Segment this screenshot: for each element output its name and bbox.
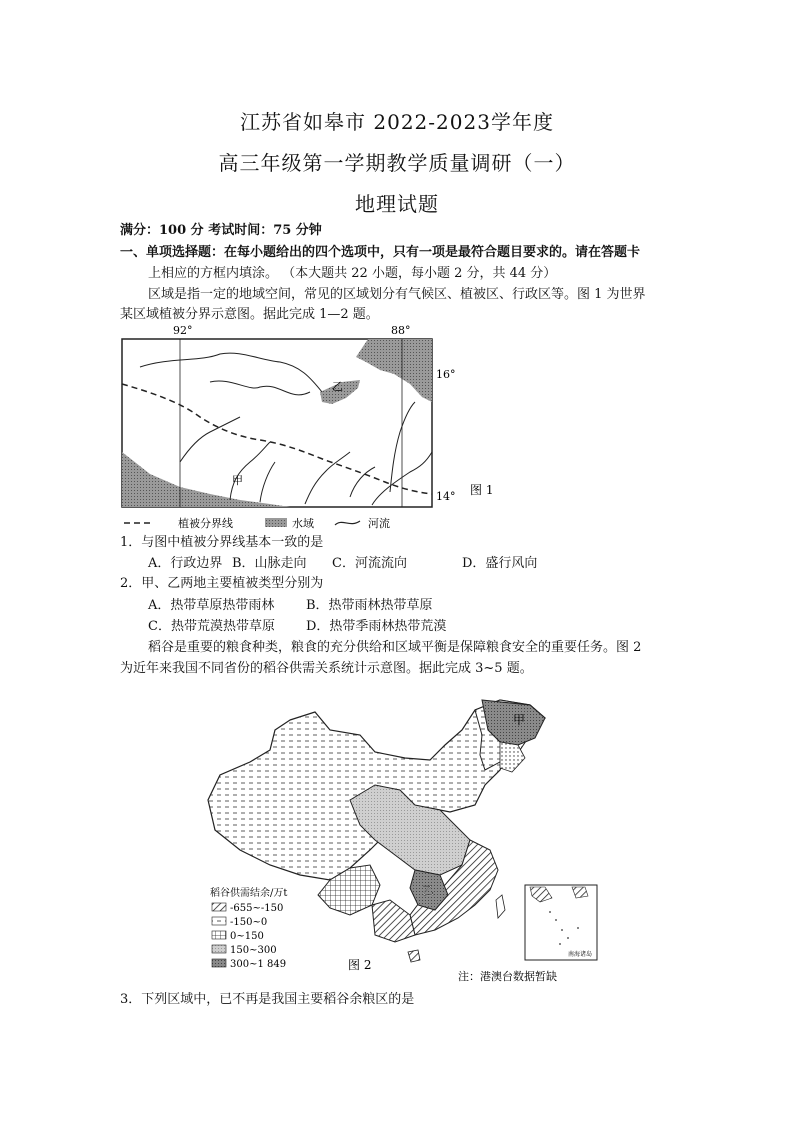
figure1-map [110, 322, 520, 532]
q1-option-d: D．盛行风向 [462, 556, 538, 571]
figure1-label-yi: 乙 [332, 380, 343, 393]
legend-swatch-2 [212, 917, 226, 925]
figure2-taiwan [496, 895, 505, 918]
q2-option-d: D．热带季雨林热带荒漠 [306, 619, 447, 634]
figure1-lon-left-label: 92° [173, 324, 193, 337]
q2-stem: 2．甲、乙两地主要植被类型分别为 [120, 576, 324, 591]
q1-option-c: C．河流流向 [332, 556, 407, 571]
exam-meta: 满分：100 分 考试时间：75 分钟 [120, 223, 322, 238]
figure2-note: 注：港澳台数据暂缺 [458, 970, 557, 983]
figure1-caption: 图 1 [470, 483, 494, 497]
section-instruction-line2: 上相应的方框内填涂。 （本大题共 22 小题，每小题 2 分，共 44 分） [148, 266, 557, 281]
figure2-hainan [408, 950, 420, 962]
legend-item-3: 0~150 [230, 931, 264, 942]
intro2-line1: 稻谷是重要的粮食种类，粮食的充分供给和区域平衡是保障粮食安全的重要任务。图 2 [148, 640, 642, 655]
intro1-line2: 某区域植被分界示意图。据此完成 1—2 题。 [120, 307, 379, 322]
q1-option-a: A．行政边界 [148, 556, 223, 571]
section-instruction-line1: 一、单项选择题：在每小题给出的四个选项中，只有一项是最符合题目要求的。请在答题卡 [120, 245, 641, 260]
q2-option-a: A．热带草原热带雨林 [148, 598, 275, 613]
legend-item-4: 150~300 [230, 945, 277, 956]
figure2-label-jia: 甲 [513, 713, 526, 727]
legend-swatch-5 [212, 959, 226, 967]
q3-stem: 3．下列区域中，已不再是我国主要稻谷余粮区的是 [120, 992, 415, 1007]
figure1-lat-bottom-label: 14° [436, 490, 456, 503]
figure2-label-yi: 乙 [422, 884, 435, 898]
intro1-line1: 区域是指一定的地域空间，常见的区域划分有气候区、植被区、行政区等。图 1 为世界 [148, 287, 646, 302]
exam-subject-title: 地理试题 [355, 192, 439, 216]
legend-item-2: -150~0 [230, 917, 268, 928]
q1-stem: 1．与图中植被分界线基本一致的是 [120, 535, 324, 550]
exam-title-line1: 江苏省如皋市 2022-2023学年度 [240, 110, 554, 134]
legend-swatch-3 [212, 931, 226, 939]
figure2-map [200, 690, 620, 990]
q1-option-b: B．山脉走向 [232, 556, 307, 571]
figure1-label-jia: 甲 [232, 474, 243, 487]
q2-option-b: B．热带雨林热带草原 [306, 598, 433, 613]
legend-water-label: 水域 [292, 517, 314, 530]
figure1-lat-top-label: 16° [436, 368, 456, 381]
figure2-inset-label: 南海诸岛 [568, 951, 593, 958]
legend-water-swatch [265, 518, 287, 527]
figure1-lon-right-label: 88° [391, 324, 411, 337]
legend-swatch-1 [212, 903, 226, 911]
intro2-line2: 为近年来我国不同省份的稻谷供需关系统计示意图。据此完成 3~5 题。 [120, 661, 533, 676]
exam-title-line2: 高三年级第一学期教学质量调研（一） [218, 151, 576, 175]
legend-river-label: 河流 [368, 517, 390, 530]
legend-swatch-4 [212, 945, 226, 953]
legend-item-1: -655~-150 [230, 903, 284, 914]
figure2-south-region [372, 900, 415, 942]
legend-river-swatch [335, 521, 360, 525]
legend-item-5: 300~1 849 [230, 959, 287, 970]
legend-boundary-label: 植被分界线 [178, 517, 233, 530]
figure2-caption: 图 2 [348, 958, 372, 972]
q2-option-c: C．热带荒漠热带草原 [148, 619, 275, 634]
figure2-legend-title: 稻谷供需结余/万t [210, 888, 288, 899]
